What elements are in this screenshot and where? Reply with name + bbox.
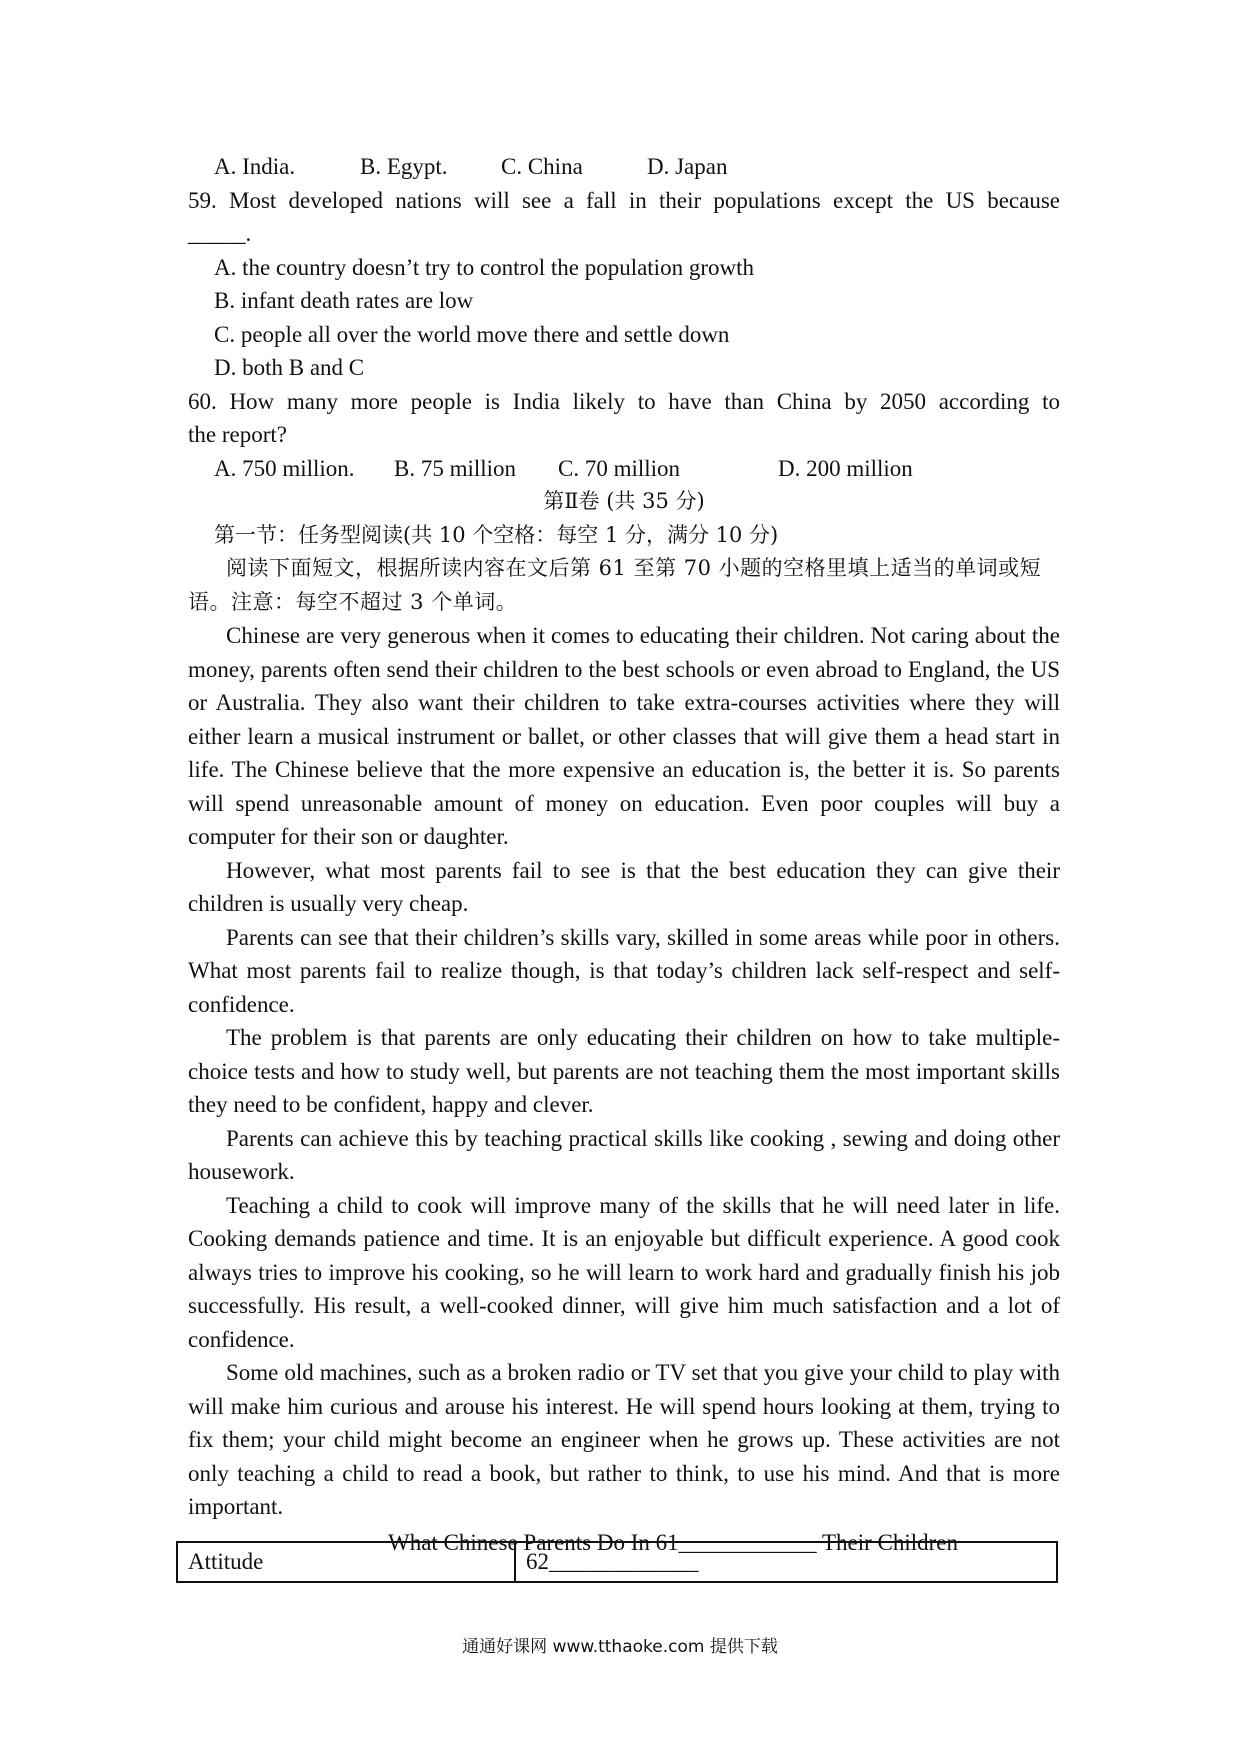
section-title: 第Ⅱ卷 (共 35 分): [543, 489, 705, 513]
q59-blank: _____.: [188, 221, 252, 246]
q59-option-b: B. infant death rates are low: [214, 288, 474, 313]
passage-paragraph-4: The problem is that parents are only educating their children on how to take multiple-choice tests and how to study well, but parents are not teaching them the most important skills they need to be confident, happy and clever.: [188, 1025, 1060, 1117]
passage-paragraph-3: Parents can see that their children’s skills vary, skilled in some areas while poor in others. What most parents fail to realize though, is that today’s children lack self-respect and self-confidence.: [188, 924, 1060, 1017]
passage-paragraph-1: Chinese are very generous when it comes to educating their children. Not caring about the money, parents often send their children to the best schools or even abroad to England, the US or Australia. They also want their children to take extra-courses activities where they will either learn a musical instrument or ballet, or other classes that will give them a head start in life. The Chinese believe that the more expensive an education is, the better it is. So parents will spend unreasonable amount of money on education. Even poor couples will buy a computer for their son or daughter.: [188, 623, 1060, 849]
table-cell-attitude-label: Attitude: [177, 1542, 515, 1582]
instruction-text: 阅读下面短文，根据所读内容在文后第 61 至第 70 小题的空格里填上适当的单词或短语。注意：每空不超过 3 个单词。: [188, 556, 1042, 614]
q59-option-c: C. people all over the world move there and settle down: [214, 321, 730, 347]
table-cell-answer-62[interactable]: 62_____________: [515, 1542, 1057, 1582]
q60-options: [188, 452, 1060, 486]
q59-option-d: D. both B and C: [214, 355, 365, 380]
q60-stem: 60. How many more people is India likely to have than China by 2050 according to: [188, 388, 1060, 414]
q59-option-a: A. the country doesn’t try to control the population growth: [214, 254, 754, 280]
q59-stem: 59. Most developed nations will see a fall in their populations except the US because: [188, 187, 1060, 213]
q60-option-b: B. 75 million: [394, 455, 517, 481]
exam-page: [188, 150, 1060, 1559]
passage-paragraph-6: Teaching a child to cook will improve many of the skills that he will need later in life. Cooking demands patience and time. It is an enjoyable but difficult experience. A good cook always tries to improve his cooking, so he will learn to work hard and gradually finish his job successfully. His result, a well-cooked dinner, will give him much satisfaction and a lot of confidence.: [188, 1192, 1060, 1352]
table-row: [177, 1542, 1057, 1582]
page-footer: 通通好课网 www.tthaoke.com 提供下载: [462, 1637, 778, 1657]
task-table: [176, 1541, 1058, 1583]
q60-option-d: D. 200 million: [778, 455, 913, 481]
q60-option-c: C. 70 million: [558, 455, 681, 481]
part-heading: 第一节：任务型阅读(共 10 个空格：每空 1 分，满分 10 分): [214, 522, 779, 547]
passage-paragraph-7: Some old machines, such as a broken radio or TV set that you give your child to play with will make him curious and arouse his interest. He will spend hours looking at them, trying to fix them; your child might become an engineer when he grows up. These activities are not only teaching a child to read a book, but rather to think, to use his mind. And that is more important.: [188, 1360, 1060, 1519]
passage-paragraph-5: Parents can achieve this by teaching practical skills like cooking , sewing and doing other housework.: [188, 1125, 1060, 1184]
q58-option-a: A. India.: [214, 154, 296, 179]
q58-option-d: D. Japan: [647, 154, 728, 179]
q58-options: [188, 150, 1060, 184]
q60-stem-cont: the report?: [188, 422, 287, 447]
q60-option-a: A. 750 million.: [214, 455, 355, 481]
table-title: What Chinese Parents Do In 61____________ Their Children: [388, 1529, 959, 1555]
q58-option-b: B. Egypt.: [360, 154, 448, 179]
q58-option-c: C. China: [501, 154, 583, 179]
passage-paragraph-2: However, what most parents fail to see is that the best education they can give their children is usually very cheap.: [188, 857, 1060, 916]
